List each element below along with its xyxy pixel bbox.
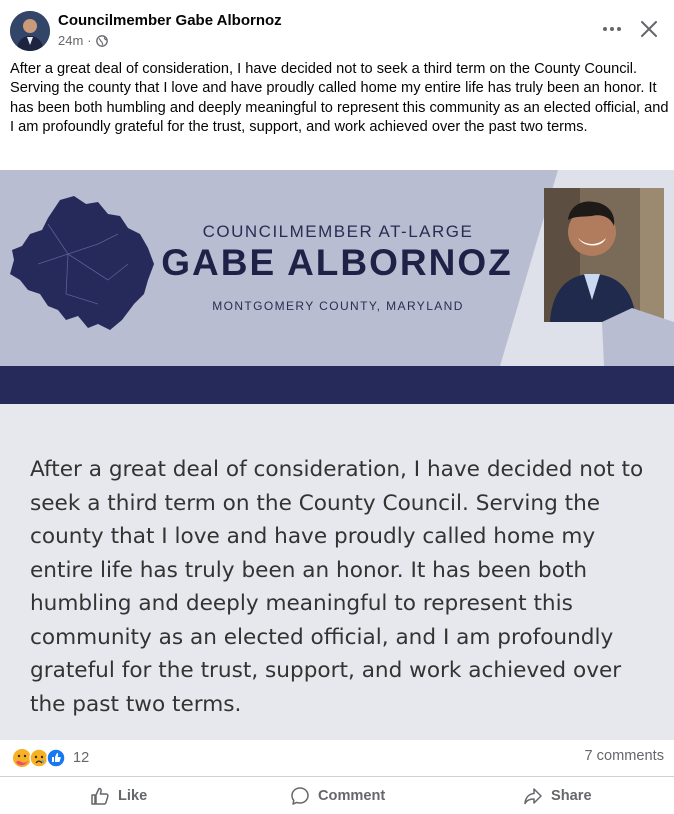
close-icon (641, 21, 657, 37)
reaction-count[interactable]: 12 (73, 750, 90, 766)
share-icon (523, 786, 543, 806)
comment-label: Comment (318, 788, 386, 804)
image-body-text: After a great deal of consideration, I have decided not to seek a third term on the County Council. Serving the county that I love and have proudly called home my entire life has truly been an honor. It has been both humbling and deeply meaningful to represent this community as an elected official, and I am profoundly grateful for the trust, support, and work achieved over the past two terms. (30, 457, 644, 717)
comments-count[interactable]: 7 comments (584, 748, 664, 764)
image-banner (0, 170, 674, 366)
close-button[interactable] (634, 14, 664, 44)
author-avatar[interactable] (10, 11, 50, 51)
post-text: After a great deal of consideration, I have decided not to seek a third term on the County Council. Serving the county that I love and have proudly called home my entire life has truly been an honor. It has been both humbling and deeply meaningful to represent this community as an elected official, and I am profoundly grateful for the trust, support, and work achieved over the past two terms. (10, 61, 669, 135)
comment-icon (290, 786, 310, 806)
post-time[interactable]: 24m (58, 33, 84, 48)
reactions-bar (0, 740, 674, 776)
banner-band (0, 366, 674, 404)
globe-icon (96, 35, 108, 47)
banner-title: GABE ALBORNOZ (161, 242, 513, 283)
post-image[interactable] (0, 170, 674, 740)
share-button[interactable] (523, 783, 592, 809)
county-map-graphic (8, 194, 156, 334)
care-reaction-icon (13, 749, 31, 767)
meta-separator: · (87, 33, 92, 48)
post-actions (0, 776, 674, 814)
post-header (0, 0, 674, 58)
more-horizontal-icon (602, 26, 622, 32)
like-label: Like (118, 788, 148, 804)
author-name[interactable]: Councilmember Gabe Albornoz (58, 12, 282, 29)
like-reaction-icon (47, 749, 65, 767)
share-label: Share (551, 788, 592, 804)
banner-location: MONTGOMERY COUNTY, MARYLAND (212, 299, 464, 313)
sad-reaction-icon (30, 749, 48, 767)
thumbs-up-icon (90, 786, 110, 806)
like-button[interactable] (90, 783, 147, 809)
portrait-photo (500, 170, 674, 366)
more-options-button[interactable] (597, 16, 627, 42)
comment-button[interactable] (290, 783, 385, 809)
banner-subtitle-top: COUNCILMEMBER AT-LARGE (202, 222, 474, 241)
post-meta (58, 33, 108, 48)
reaction-icons[interactable] (12, 748, 72, 768)
